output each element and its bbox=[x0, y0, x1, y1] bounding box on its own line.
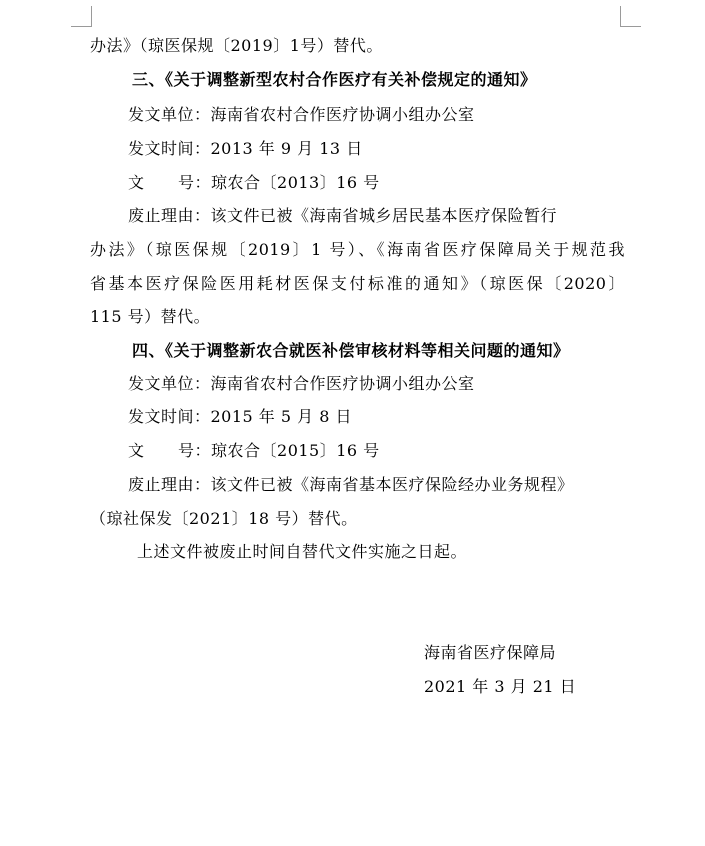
page-corner-mark-right bbox=[620, 6, 641, 27]
section-3-issue-date: 发文时间：2013 年 9 月 13 日 bbox=[128, 139, 363, 158]
section-4-repeal-reason-end: （琼社保发〔2021〕18 号）替代。 bbox=[90, 509, 358, 528]
section-3-repeal-reason-cont: 办法》（琼医保规〔2019〕1 号）、《海南省医疗保障局关于规范我 bbox=[90, 240, 625, 259]
section-4-issuing-unit: 发文单位：海南省农村合作医疗协调小组办公室 bbox=[128, 374, 475, 393]
text-line-continuation: 办法》（琼医保规〔2019〕1号）替代。 bbox=[90, 36, 383, 55]
signature-date: 2021 年 3 月 21 日 bbox=[424, 677, 577, 696]
section-4-repeal-reason: 废止理由：该文件已被《海南省基本医疗保险经办业务规程》 bbox=[128, 475, 574, 494]
section-3-document-number: 文 号：琼农合〔2013〕16 号 bbox=[128, 173, 380, 192]
signature-organization: 海南省医疗保障局 bbox=[424, 643, 557, 662]
page-corner-mark-left bbox=[71, 6, 92, 27]
section-4-issue-date: 发文时间：2015 年 5 月 8 日 bbox=[128, 407, 353, 426]
section-3-repeal-reason-cont: 省基本医疗保险医用耗材医保支付标准的通知》（琼医保〔2020〕 bbox=[90, 274, 625, 293]
closing-statement: 上述文件被废止时间自替代文件实施之日起。 bbox=[137, 542, 468, 561]
section-4-heading: 四、《关于调整新农合就医补偿审核材料等相关问题的通知》 bbox=[132, 341, 570, 360]
section-4-document-number: 文 号：琼农合〔2015〕16 号 bbox=[128, 441, 380, 460]
section-3-repeal-reason-end: 115 号）替代。 bbox=[90, 307, 211, 326]
section-3-heading: 三、《关于调整新型农村合作医疗有关补偿规定的通知》 bbox=[132, 70, 537, 89]
section-3-repeal-reason: 废止理由：该文件已被《海南省城乡居民基本医疗保险暂行 bbox=[128, 206, 558, 225]
section-3-issuing-unit: 发文单位：海南省农村合作医疗协调小组办公室 bbox=[128, 105, 475, 124]
